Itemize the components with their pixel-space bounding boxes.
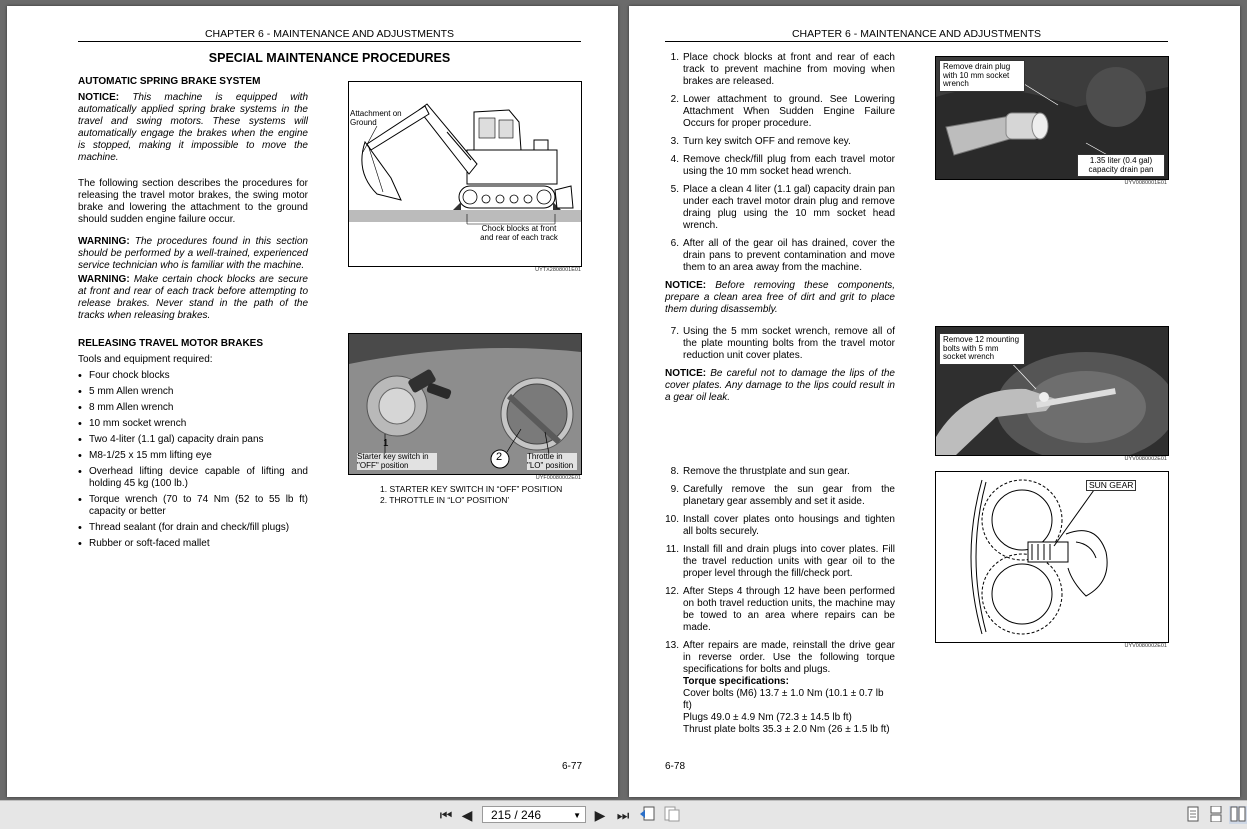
torque-line: Cover bolts (M6) 13.7 ± 1.0 Nm (10.1 ± 0.7 lb ft)	[683, 688, 884, 711]
sun-gear-callout: SUN GEAR	[1086, 480, 1136, 491]
list-item: • Two 4-liter (1.1 gal) capacity drain pans	[78, 434, 308, 446]
list-item: 13. After repairs are made, reinstall the drive gear in reverse order. Use the following torque specifications for bolts and plugs.	[665, 640, 895, 675]
facing-pages-icon[interactable]	[1229, 806, 1247, 824]
warning-paragraph-1: WARNING: The procedures found in this section should be performed by a well-trained, experienced service technician who is familiar with the machine.	[78, 236, 308, 271]
torque-heading: Torque specifications:	[683, 676, 789, 687]
warning-paragraph-2: WARNING: Make certain chock blocks are secure at front and rear of each track before attempting to release brakes. Never stand in the path of the tracks when releasing brakes.	[78, 274, 308, 321]
torque-line: Plugs 49.0 ± 4.9 Nm (72.3 ± 14.5 lb ft)	[683, 712, 852, 723]
callout-number-1: 1	[383, 438, 389, 449]
forward-view-icon[interactable]	[662, 806, 682, 824]
notice-paragraph: NOTICE: Be careful not to damage the lips of the cover plates. Any damage to the lips could result in a gear oil leak.	[665, 368, 895, 403]
page-number-selector[interactable]	[482, 806, 586, 823]
chock-callout: Chock blocks at front and rear of each track	[480, 224, 558, 242]
throttle-callout: Throttle in "LO" position	[527, 453, 577, 470]
drain-pan-callout: 1.35 liter (0.4 gal) capacity drain pan	[1077, 154, 1165, 177]
tools-list	[78, 370, 308, 550]
list-item: • 10 mm socket wrench	[78, 418, 308, 430]
list-item: 10. Install cover plates onto housings and tighten all bolts securely.	[665, 514, 895, 537]
list-item: 11. Install fill and drain plugs into cover plates. Fill the travel reduction units with gear oil to the proper level through the fill/check port.	[665, 544, 895, 579]
caption-item: 2. THROTTLE IN “LO” POSITION’	[380, 494, 510, 505]
drain-plug-photo	[935, 56, 1169, 180]
notice-paragraph: NOTICE: This machine is equipped with automatically applied spring brake systems in the travel and swing motors. These systems will automatically engage the brakes when the engine is stopped, making it impossible to move the machine.	[78, 92, 309, 163]
list-item: 12. After Steps 4 through 12 have been performed on both travel reduction units, the machine may be towed to an area where repairs can be made.	[665, 586, 895, 633]
steps-list	[665, 326, 895, 362]
figure-captions	[380, 484, 590, 505]
intro-paragraph: The following section describes the procedures for releasing the travel motor brakes, the swing motor brake and lowering the attachment to the ground should sudden engine failure occur.	[78, 178, 308, 225]
list-item: • Overhead lifting device capable of lifting and holding 45 kg (100 lb.)	[78, 466, 308, 490]
list-item: 6. After all of the gear oil has drained, cover the drain pans to prevent contamination and move them to an area away from the machine.	[670, 238, 895, 273]
section-heading-spring-brake: AUTOMATIC SPRING BRAKE SYSTEM	[78, 76, 261, 87]
right-page	[629, 6, 1240, 797]
chevron-down-icon: ▼	[573, 811, 581, 820]
list-item: • Four chock blocks	[78, 370, 308, 382]
figure-code: UYV0080002E01	[1124, 456, 1167, 462]
sun-gear-illustration	[936, 472, 1168, 642]
page-title: SPECIAL MAINTENANCE PROCEDURES	[208, 51, 451, 65]
back-view-icon[interactable]	[638, 806, 658, 824]
attachment-callout: Attachment on Ground	[350, 109, 402, 127]
tools-intro: Tools and equipment required:	[78, 354, 213, 365]
list-item: • Torque wrench (70 to 74 Nm (52 to 55 lb ft) capacity or better	[78, 494, 308, 518]
steps-list	[665, 466, 895, 676]
list-item: 4. Remove check/fill plug from each travel motor using the 10 mm socket head wrench.	[670, 154, 895, 177]
list-item: 7. Using the 5 mm socket wrench, remove all of the plate mounting bolts from the travel motor reduction unit cover plates.	[670, 326, 895, 361]
prev-page-icon[interactable]: ◀	[461, 807, 473, 823]
page-number: 6-77	[562, 761, 583, 772]
section-heading-travel-brakes: RELEASING TRAVEL MOTOR BRAKES	[78, 338, 264, 349]
notice-paragraph: NOTICE: Before removing these components, prepare a clean area free of dirt and grit to place them during disassembly.	[665, 280, 895, 315]
torque-specs	[665, 676, 895, 736]
single-page-icon[interactable]	[1184, 806, 1202, 824]
page-header: CHAPTER 6 - MAINTENANCE AND ADJUSTMENTS	[665, 28, 1168, 42]
viewer-toolbar	[0, 800, 1247, 829]
figure-code: UYV0080001E01	[1124, 180, 1167, 186]
list-item: • 8 mm Allen wrench	[78, 402, 308, 414]
figure-code: UYV0080002E01	[1124, 643, 1167, 649]
starter-key-callout: Starter key switch in "OFF" position	[357, 453, 437, 470]
dashboard-photo	[348, 333, 582, 475]
list-item: 1. Place chock blocks at front and rear of each track to prevent machine from moving when brakes are released.	[670, 52, 895, 87]
sun-gear-figure	[935, 471, 1169, 643]
callout-number-2: 2	[496, 451, 503, 463]
list-item: 5. Place a clean 4 liter (1.1 gal) capacity drain pan under each travel motor drain plug and remove draing plug using the 10 mm socket head wrench.	[670, 184, 895, 231]
right-text-column	[665, 52, 895, 414]
last-page-icon[interactable]: ⏭	[616, 807, 630, 823]
left-text-column	[78, 76, 308, 554]
continuous-page-icon[interactable]	[1207, 806, 1225, 824]
list-item: 9. Carefully remove the sun gear from the planetary gear assembly and set it aside.	[670, 484, 895, 507]
list-item: • Thread sealant (for drain and check/fill plugs)	[78, 522, 308, 534]
left-page	[7, 6, 618, 797]
right-text-column-lower	[665, 466, 895, 736]
list-item: • 5 mm Allen wrench	[78, 386, 308, 398]
first-page-icon[interactable]: ⏮	[439, 807, 453, 823]
list-item: 8. Remove the thrustplate and sun gear.	[670, 466, 850, 477]
list-item: 2. Lower attachment to ground. See Lowering Attachment When Sudden Engine Failure Occurs for proper procedure.	[670, 94, 895, 129]
drain-plug-callout: Remove drain plug with 10 mm socket wrench	[939, 60, 1025, 92]
page-number: 6-78	[665, 761, 686, 772]
caption-item: 1. STARTER KEY SWITCH IN “OFF” POSITION	[380, 484, 563, 494]
list-item: 3. Turn key switch OFF and remove key.	[670, 136, 851, 147]
mounting-bolts-photo	[935, 326, 1169, 456]
torque-line: Thrust plate bolts 35.3 ± 2.0 Nm (26 ± 1.5 lb ft)	[683, 724, 890, 735]
next-page-icon[interactable]: ▶	[594, 807, 606, 823]
excavator-figure	[348, 81, 582, 267]
steps-list	[665, 52, 895, 274]
list-item: • Rubber or soft-faced mallet	[78, 538, 308, 550]
figure-code: UYF00080002E01	[535, 475, 581, 481]
page-indicator: 215 / 246	[491, 808, 542, 822]
page-header: CHAPTER 6 - MAINTENANCE AND ADJUSTMENTS	[78, 28, 581, 42]
list-item: • M8-1/25 x 15 mm lifting eye	[78, 450, 308, 462]
figure-code: UYTX2808001E01	[535, 267, 581, 273]
mounting-bolts-callout: Remove 12 mounting bolts with 5 mm socket wrench	[939, 333, 1025, 365]
